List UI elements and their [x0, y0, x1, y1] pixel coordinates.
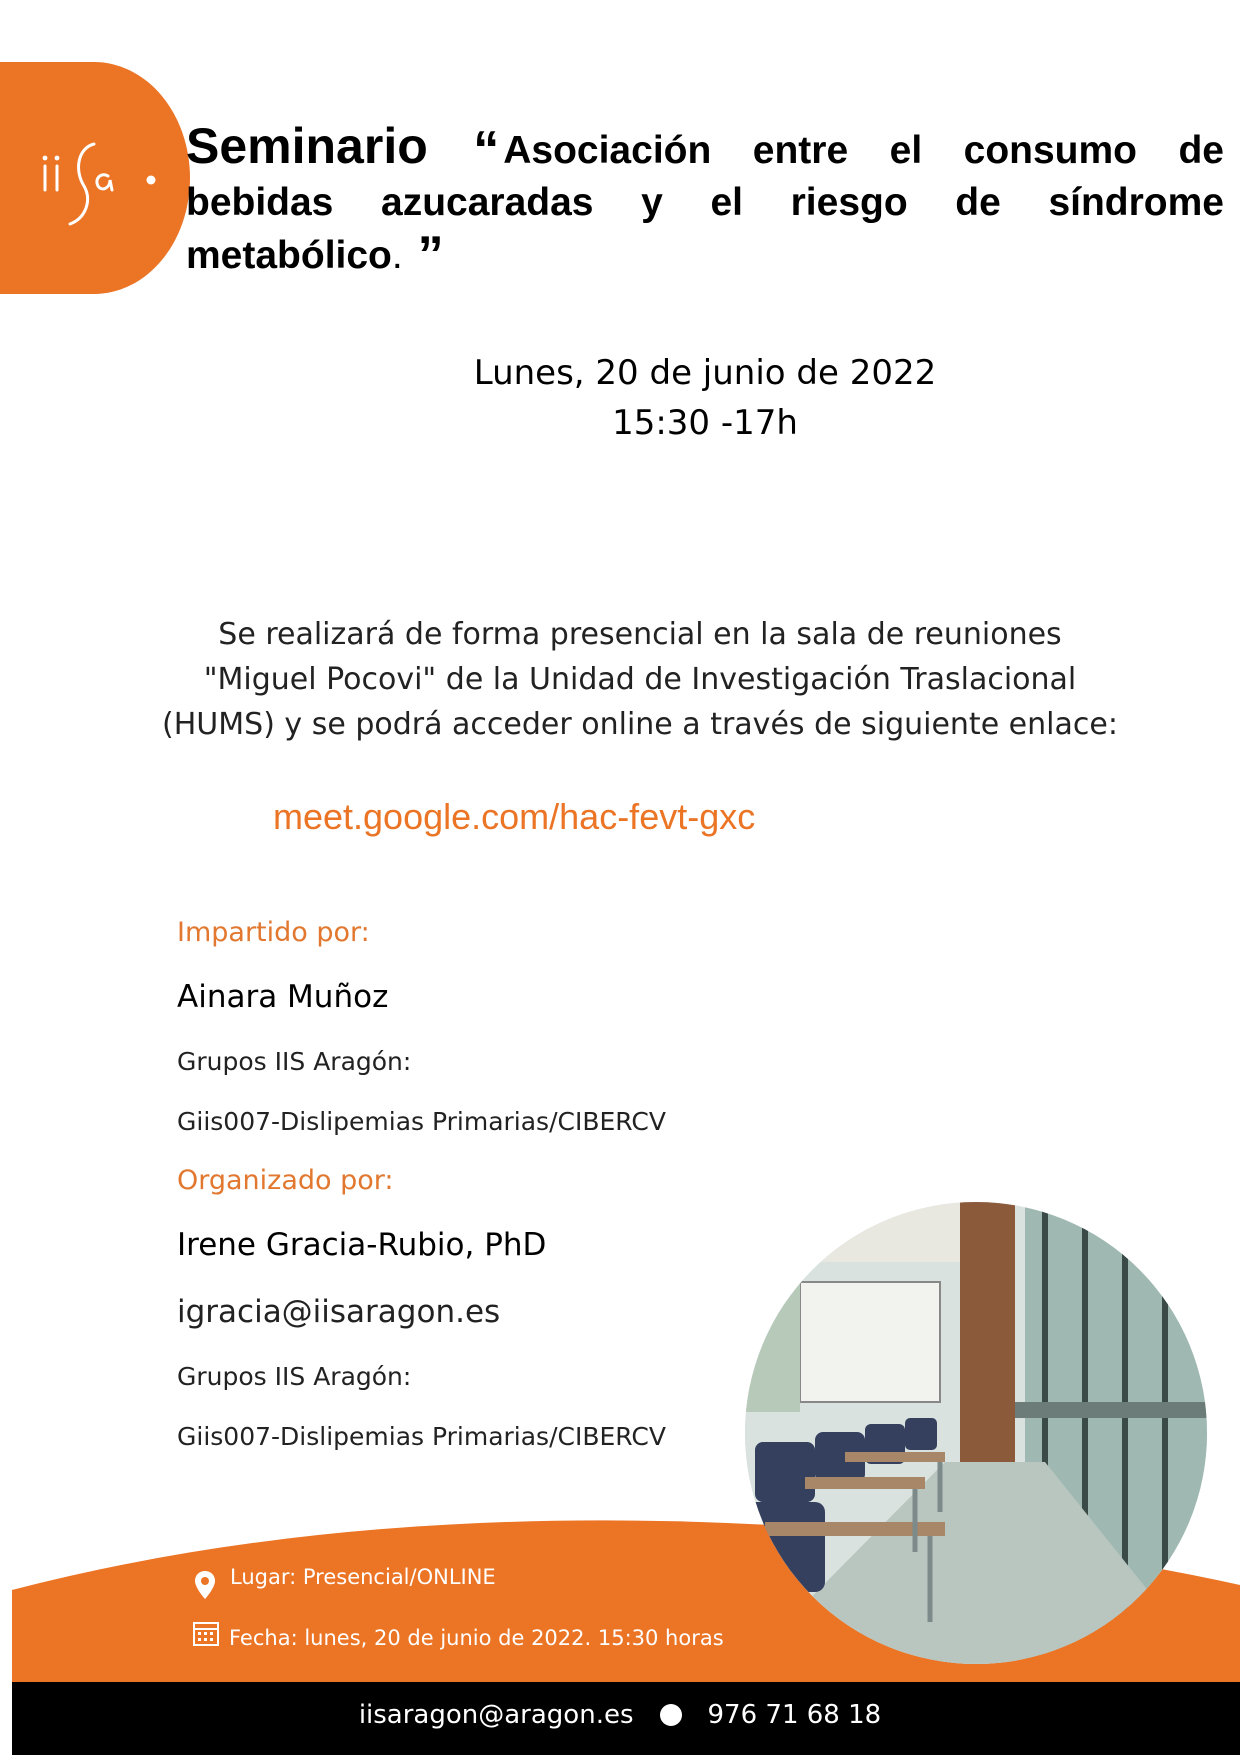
title-period: .	[391, 234, 403, 277]
fecha-value: lunes, 20 de junio de 2022. 15:30 horas	[304, 1626, 724, 1650]
event-date-block	[0, 348, 1240, 448]
seminar-title	[186, 120, 1224, 282]
speaker-group: Giis007-Dislipemias Primarias/CIBERCV	[177, 1107, 666, 1136]
event-date: Lunes, 20 de junio de 2022	[473, 353, 937, 393]
footer-fecha	[229, 1626, 724, 1650]
title-text: Asociación entre el consumo de bebidas azucaradas y el riesgo de síndrome metabólico	[186, 129, 1224, 277]
contact-email[interactable]: iisaragon@aragon.es	[358, 1700, 634, 1730]
title-open-quote: “	[473, 121, 500, 179]
iisa-logo	[0, 62, 190, 294]
organizer-email[interactable]: igracia@iisaragon.es	[177, 1294, 501, 1330]
speaker-groups-label: Grupos IIS Aragón:	[177, 1047, 412, 1076]
lugar-label: Lugar:	[230, 1565, 297, 1589]
calendar-icon	[193, 1620, 219, 1646]
footer-lugar	[230, 1565, 496, 1589]
contact-phone[interactable]: 976 71 68 18	[707, 1700, 882, 1730]
fecha-label: Fecha:	[229, 1626, 298, 1650]
separator-dot-icon	[660, 1704, 682, 1726]
title-close-quote: ”	[417, 226, 444, 284]
conference-room-photo	[745, 1202, 1207, 1664]
organizer-heading: Organizado por:	[177, 1165, 394, 1196]
event-time: 15:30 -17h	[612, 403, 798, 443]
footer-contact	[0, 1700, 1240, 1730]
event-description: Se realizará de forma presencial en la sala de reuniones "Miguel Pocovi" de la Unidad de Investigación Traslacional (HUMS) y se podrá acceder online a través de siguiente enlace:	[162, 617, 1118, 742]
title-seminario: Seminario	[186, 118, 428, 174]
organizer-name: Irene Gracia-Rubio, PhD	[177, 1227, 547, 1263]
speaker-heading: Impartido por:	[177, 917, 370, 948]
organizer-group: Giis007-Dislipemias Primarias/CIBERCV	[177, 1422, 666, 1451]
location-pin-icon	[194, 1570, 216, 1600]
meet-link[interactable]: meet.google.com/hac-fevt-gxc	[273, 796, 756, 837]
speaker-name: Ainara Muñoz	[177, 979, 389, 1015]
organizer-groups-label: Grupos IIS Aragón:	[177, 1362, 412, 1391]
lugar-value: Presencial/ONLINE	[302, 1565, 496, 1589]
